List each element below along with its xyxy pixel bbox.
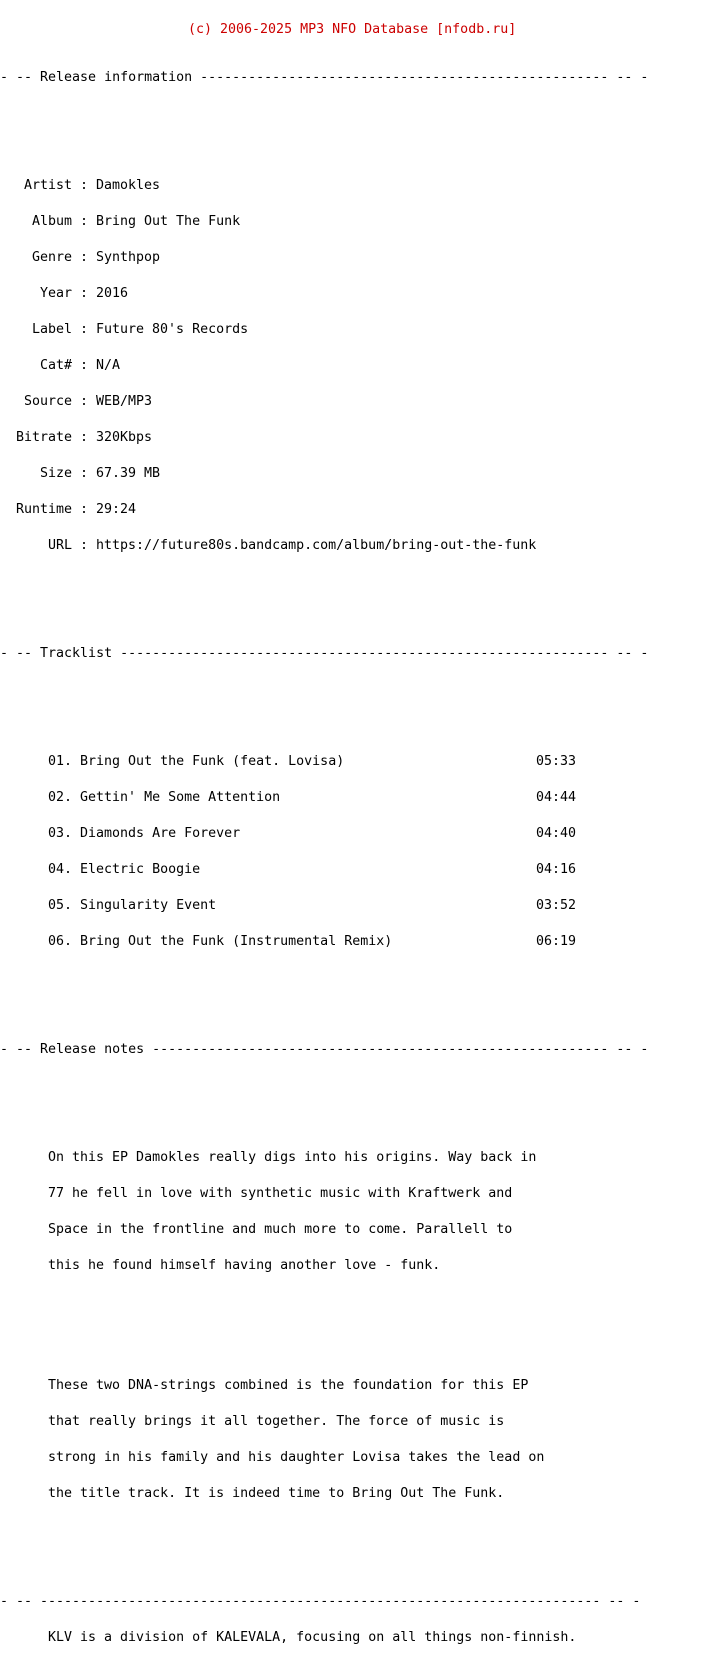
info-separator: :: [80, 358, 89, 373]
info-separator: :: [80, 394, 89, 409]
track-duration: 04:44: [536, 790, 577, 805]
info-separator: :: [80, 322, 89, 337]
info-label: Runtime: [15, 502, 72, 517]
tracklist-header: - -- Tracklist ------------------------------------------------------------- -- -: [0, 646, 649, 661]
info-label: Source: [23, 394, 72, 409]
track-duration: 04:16: [536, 862, 577, 877]
info-label: Bitrate: [15, 430, 72, 445]
info-value: 320Kbps: [96, 430, 153, 445]
info-row-size: [0, 468, 704, 480]
album-url-link[interactable]: https://future80s.bandcamp.com/album/bring-out-the-funk: [96, 538, 537, 553]
info-row-label: [0, 324, 704, 336]
info-value: WEB/MP3: [96, 394, 153, 409]
notes-line: Space in the frontline and much more to come. Parallell to: [48, 1222, 513, 1237]
track-title: 04. Electric Boogie: [48, 862, 201, 877]
track-row: [0, 792, 704, 804]
info-row-catalog: [0, 360, 704, 372]
track-title: 06. Bring Out the Funk (Instrumental Remix): [48, 934, 393, 949]
notes-line: this he found himself having another love - funk.: [48, 1258, 441, 1273]
track-title: 01. Bring Out the Funk (feat. Lovisa): [48, 754, 345, 769]
info-label: Label: [31, 322, 72, 337]
footer-text: KLV is a division of KALEVALA, focusing on all things non-finnish.: [48, 1630, 577, 1645]
info-label: Artist: [23, 178, 72, 193]
info-label: URL: [47, 538, 72, 553]
track-duration: 06:19: [536, 934, 577, 949]
banner-line: [0, 24, 704, 36]
release-notes-header: - -- Release notes --------------------------------------------------------- -- -: [0, 1042, 649, 1057]
release-info-header: - -- Release information --------------------------------------------------- -- -: [0, 70, 649, 85]
info-value: Damokles: [96, 178, 161, 193]
notes-line: strong in his family and his daughter Lovisa takes the lead on: [48, 1450, 545, 1465]
info-separator: :: [80, 466, 89, 481]
track-duration: 03:52: [536, 898, 577, 913]
info-row-runtime: [0, 504, 704, 516]
info-label: Cat#: [39, 358, 72, 373]
track-row: [0, 900, 704, 912]
info-row-year: [0, 288, 704, 300]
info-row-genre: [0, 252, 704, 264]
info-label: Genre: [31, 250, 72, 265]
info-separator: :: [80, 178, 89, 193]
info-separator: :: [80, 286, 89, 301]
info-label: Album: [31, 214, 72, 229]
info-value: 2016: [96, 286, 129, 301]
notes-line: that really brings it all together. The force of music is: [48, 1414, 505, 1429]
info-separator: :: [80, 502, 89, 517]
info-value: 29:24: [96, 502, 137, 517]
info-separator: :: [80, 214, 89, 229]
info-value: Future 80's Records: [96, 322, 249, 337]
tracklist: [0, 732, 704, 972]
track-title: 05. Singularity Event: [48, 898, 217, 913]
track-title: 02. Gettin' Me Some Attention: [48, 790, 281, 805]
info-row-bitrate: [0, 432, 704, 444]
notes-line: On this EP Damokles really digs into his origins. Way back in: [48, 1150, 537, 1165]
track-row: [0, 828, 704, 840]
info-row-source: [0, 396, 704, 408]
info-separator: :: [80, 250, 89, 265]
info-value: Synthpop: [96, 250, 161, 265]
track-title: 03. Diamonds Are Forever: [48, 826, 241, 841]
footer-divider: - -- ---------------------------------------------------------------------- -- -: [0, 1594, 641, 1609]
track-duration: 05:33: [536, 754, 577, 769]
info-row-artist: [0, 180, 704, 192]
info-value: Bring Out The Funk: [96, 214, 241, 229]
info-value: 67.39 MB: [96, 466, 161, 481]
info-separator: :: [80, 430, 89, 445]
info-row-album: [0, 216, 704, 228]
track-duration: 04:40: [536, 826, 577, 841]
notes-line: These two DNA-strings combined is the foundation for this EP: [48, 1378, 529, 1393]
release-info-block: [0, 156, 704, 576]
notes-line: the title track. It is indeed time to Bring Out The Funk.: [48, 1486, 505, 1501]
track-row: [0, 936, 704, 948]
info-separator: :: [80, 538, 89, 553]
nfodb-banner-link[interactable]: (c) 2006-2025 MP3 NFO Database [nfodb.ru]: [188, 22, 517, 37]
info-label: Year: [39, 286, 72, 301]
release-notes-paragraph-2: [0, 1356, 704, 1524]
info-row-url: [0, 540, 704, 552]
release-notes-paragraph-1: [0, 1128, 704, 1296]
info-value: N/A: [96, 358, 121, 373]
track-row: [0, 864, 704, 876]
notes-line: 77 he fell in love with synthetic music with Kraftwerk and: [48, 1186, 513, 1201]
track-row: [0, 756, 704, 768]
info-label: Size: [39, 466, 72, 481]
